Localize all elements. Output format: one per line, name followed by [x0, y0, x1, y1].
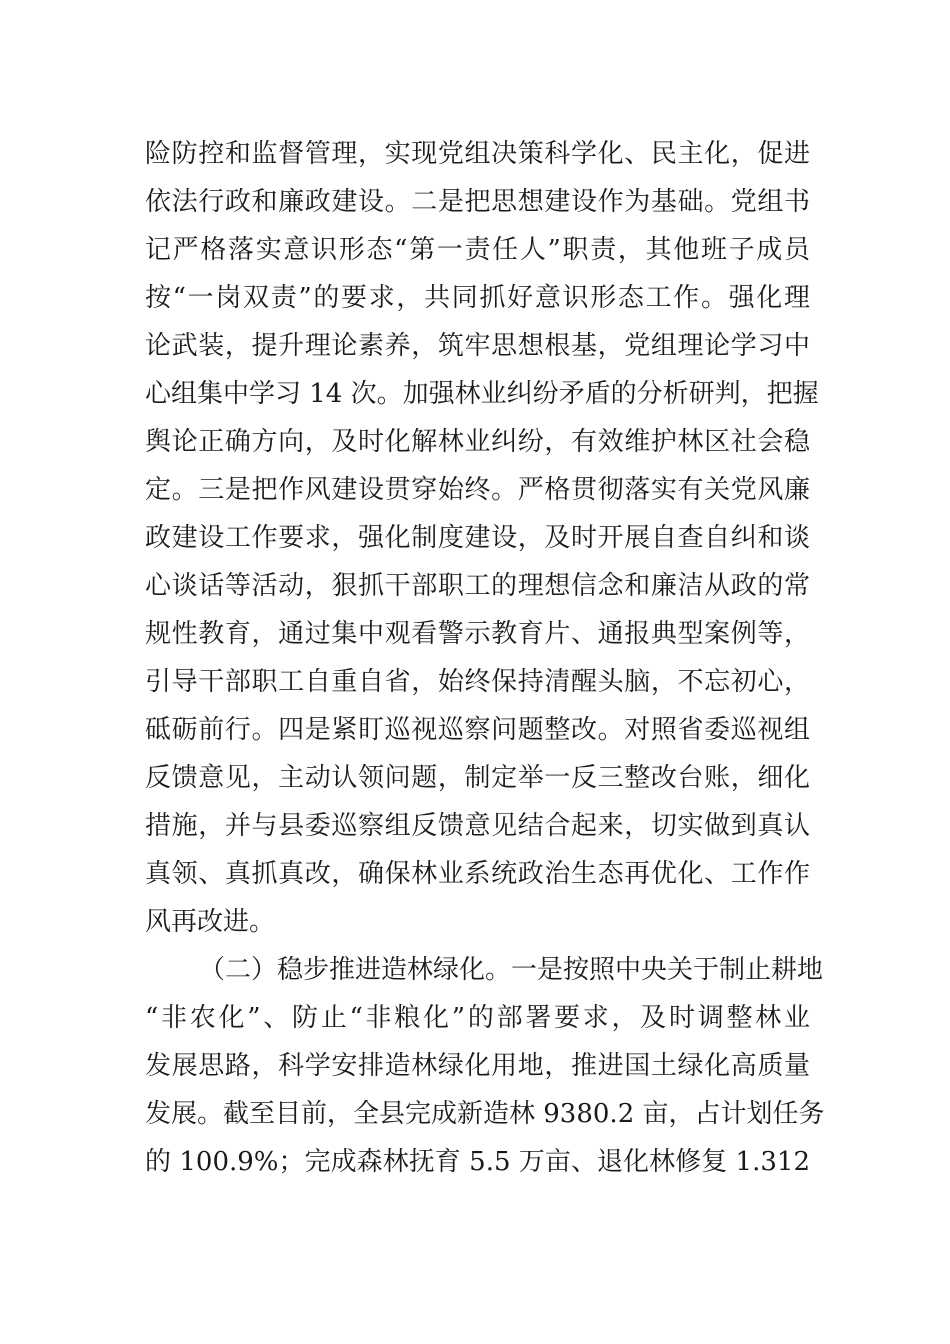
text-line-10: 心谈话等活动，狠抓干部职工的理想信念和廉洁从政的常 [145, 571, 810, 601]
text-line-4: 按“一岗双责”的要求，共同抓好意识形态工作。强化理 [145, 283, 810, 313]
text-line-7: 舆论正确方向，及时化解林业纠纷，有效维护林区社会稳 [145, 427, 810, 457]
text-line-21: 发展。截至目前，全县完成新造林 9380.2 亩，占计划任务 [145, 1099, 825, 1129]
text-line-16: 真领、真抓真改，确保林业系统政治生态再优化、工作作 [145, 859, 810, 889]
text-line-8: 定。三是把作风建设贯穿始终。严格贯彻落实有关党风廉 [145, 475, 810, 505]
text-line-5: 论武装，提升理论素养，筑牢思想根基，党组理论学习中 [145, 331, 810, 361]
text-line-14: 反馈意见，主动认领问题，制定举一反三整改台账，细化 [145, 763, 810, 793]
text-line-1: 险防控和监督管理，实现党组决策科学化、民主化，促进 [145, 139, 810, 169]
text-line-22: 的 100.9%；完成森林抚育 5.5 万亩、退化林修复 1.312 [145, 1147, 810, 1177]
text-line-19: “非农化”、防止“非粮化”的部署要求，及时调整林业 [145, 1003, 810, 1033]
text-line-11: 规性教育，通过集中观看警示教育片、通报典型案例等， [145, 619, 810, 649]
section-heading-line: （二）稳步推进造林绿化。一是按照中央关于制止耕地 [199, 955, 824, 985]
text-line-15: 措施，并与县委巡察组反馈意见结合起来，切实做到真认 [145, 811, 810, 841]
text-line-6: 心组集中学习 14 次。加强林业纠纷矛盾的分析研判，把握 [145, 379, 819, 409]
text-line-12: 引导干部职工自重自省，始终保持清醒头脑，不忘初心， [145, 667, 810, 697]
text-line-2: 依法行政和廉政建设。二是把思想建设作为基础。党组书 [145, 187, 810, 217]
text-line-17: 风再改进。 [145, 907, 276, 937]
text-line-3: 记严格落实意识形态“第一责任人”职责，其他班子成员 [145, 235, 810, 265]
text-line-13: 砥砺前行。四是紧盯巡视巡察问题整改。对照省委巡视组 [145, 715, 810, 745]
text-line-9: 政建设工作要求，强化制度建设，及时开展自查自纠和谈 [145, 523, 810, 553]
text-line-20: 发展思路，科学安排造林绿化用地，推进国土绿化高质量 [145, 1051, 810, 1081]
